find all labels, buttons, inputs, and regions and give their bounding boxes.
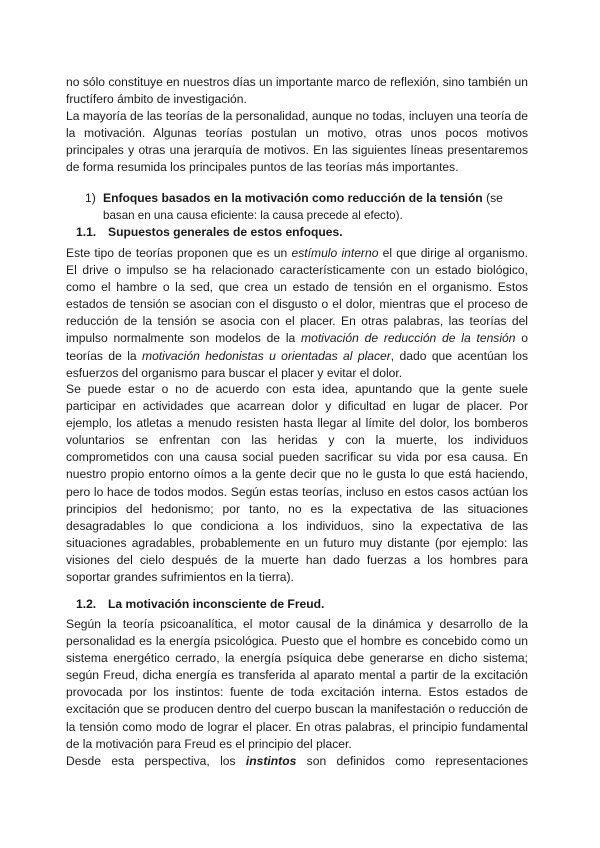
emphasis-internal-stimulus: estímulo interno <box>291 246 379 260</box>
section-number: 1.1. <box>76 225 97 239</box>
section-number: 1.2. <box>76 597 97 611</box>
section-heading-1-2 <box>76 596 324 613</box>
list-marker: 1) <box>85 191 96 205</box>
list-item-note-continuation: basan en una causa eficiente: la causa precede al efecto). <box>103 209 403 222</box>
intro-paragraph-continuation: no sólo constituye en nuestros días un importante marco de reflexión, sino también un fructífero ámbito de investigación. <box>66 75 528 107</box>
emphasis-hedonist-motivation: motivación hedonistas u orientadas al placer <box>142 348 391 363</box>
emphasis-instincts: instintos <box>245 754 297 768</box>
section-title: La motivación inconsciente de Freud. <box>108 597 325 611</box>
section-heading-1-1 <box>76 224 343 241</box>
intro-paragraph-personality: La mayoría de las teorías de la personalidad, aunque no todas, incluyen una teoría de la motivación. Algunas teorías postulan un motivo, otras unos pocos motivos principales y otras una jerarquía de motivos. En las siguientes líneas presentaremos de forma resumida los principales puntos de las teorías más importantes. <box>66 109 528 175</box>
emphasis-tension-reduction: motivación de reducción de la tensión <box>301 331 516 346</box>
list-item-note-open: (se <box>482 191 503 205</box>
section-1-1-paragraph-1: Este tipo de teorías proponen que es un estímulo interno el que dirige al organismo. El drive o impulso se ha relacionado característicamente con un estado biológico, como el hambre o la sed, que crea un estado de tensión en el organismo. Estos estados de tensión se asocian con el disgusto o el dolor, mientras que el proceso de reducción de la tensión se asocia con el placer. En otras palabras, las teorías del impulso normalmente son modelos de la motivación de reducción de la tensión o teorías de la motivación hedonistas u orientadas al placer, dado que acentúan los esfuerzos del organismo para buscar el placer y evitar el dolor. <box>66 246 528 380</box>
list-item-tension-reduction <box>85 190 528 224</box>
list-item-title: Enfoques basados en la motivación como reducción de la tensión <box>103 191 483 205</box>
section-1-2-paragraph-2: Desde esta perspectiva, los instintos son definidos como representaciones <box>66 754 529 768</box>
section-1-2-paragraph-1: Según la teoría psicoanalítica, el motor causal de la dinámica y desarrollo de la personalidad es la energía psicológica. Puesto que el hombre es concebido como un sistema energético cerrado, la energía psíquica debe generarse en dicho sistema; según Freud, dicha energía es transferida al aparato mental a partir de la excitación provocada por los instintos: fuente de toda excitación interna. Estos estados de excitación que se producen dentro del cuerpo buscan la manifestación o reducción de la tensión como modo de lograr el placer. En otras palabras, el principio fundamental de la motivación para Freud es el principio del placer. <box>66 617 528 751</box>
section-title: Supuestos generales de estos enfoques. <box>108 225 343 239</box>
section-1-1-paragraph-2: Se puede estar o no de acuerdo con esta idea, apuntando que la gente suele participar en actividades que acarrean dolor y dificultad en lugar de placer. Por ejemplo, los atletas a menudo resisten hasta llegar al límite del dolor, los bomberos voluntarios se enfrentan con las heridas y con la muerte, los individuos comprometidos con una causa social pueden sacrificar su vida por esa causa. En nuestro propio entorno oímos a la gente decir que no le gusta lo que está haciendo, pero lo hace de todos modos. Según estas teorías, incluso en estos casos actúan los principios del hedonismo; por tanto, no es la expectativa de las situaciones desagradables lo que condiciona a los individuos, sino la expectativa de las situaciones agradables, probablemente en un futuro muy distante (por ejemplo: las visiones del cielo después de la muerte han dado fuerzas a los hombres para soportar grandes sufrimientos en la tierra). <box>66 382 528 585</box>
